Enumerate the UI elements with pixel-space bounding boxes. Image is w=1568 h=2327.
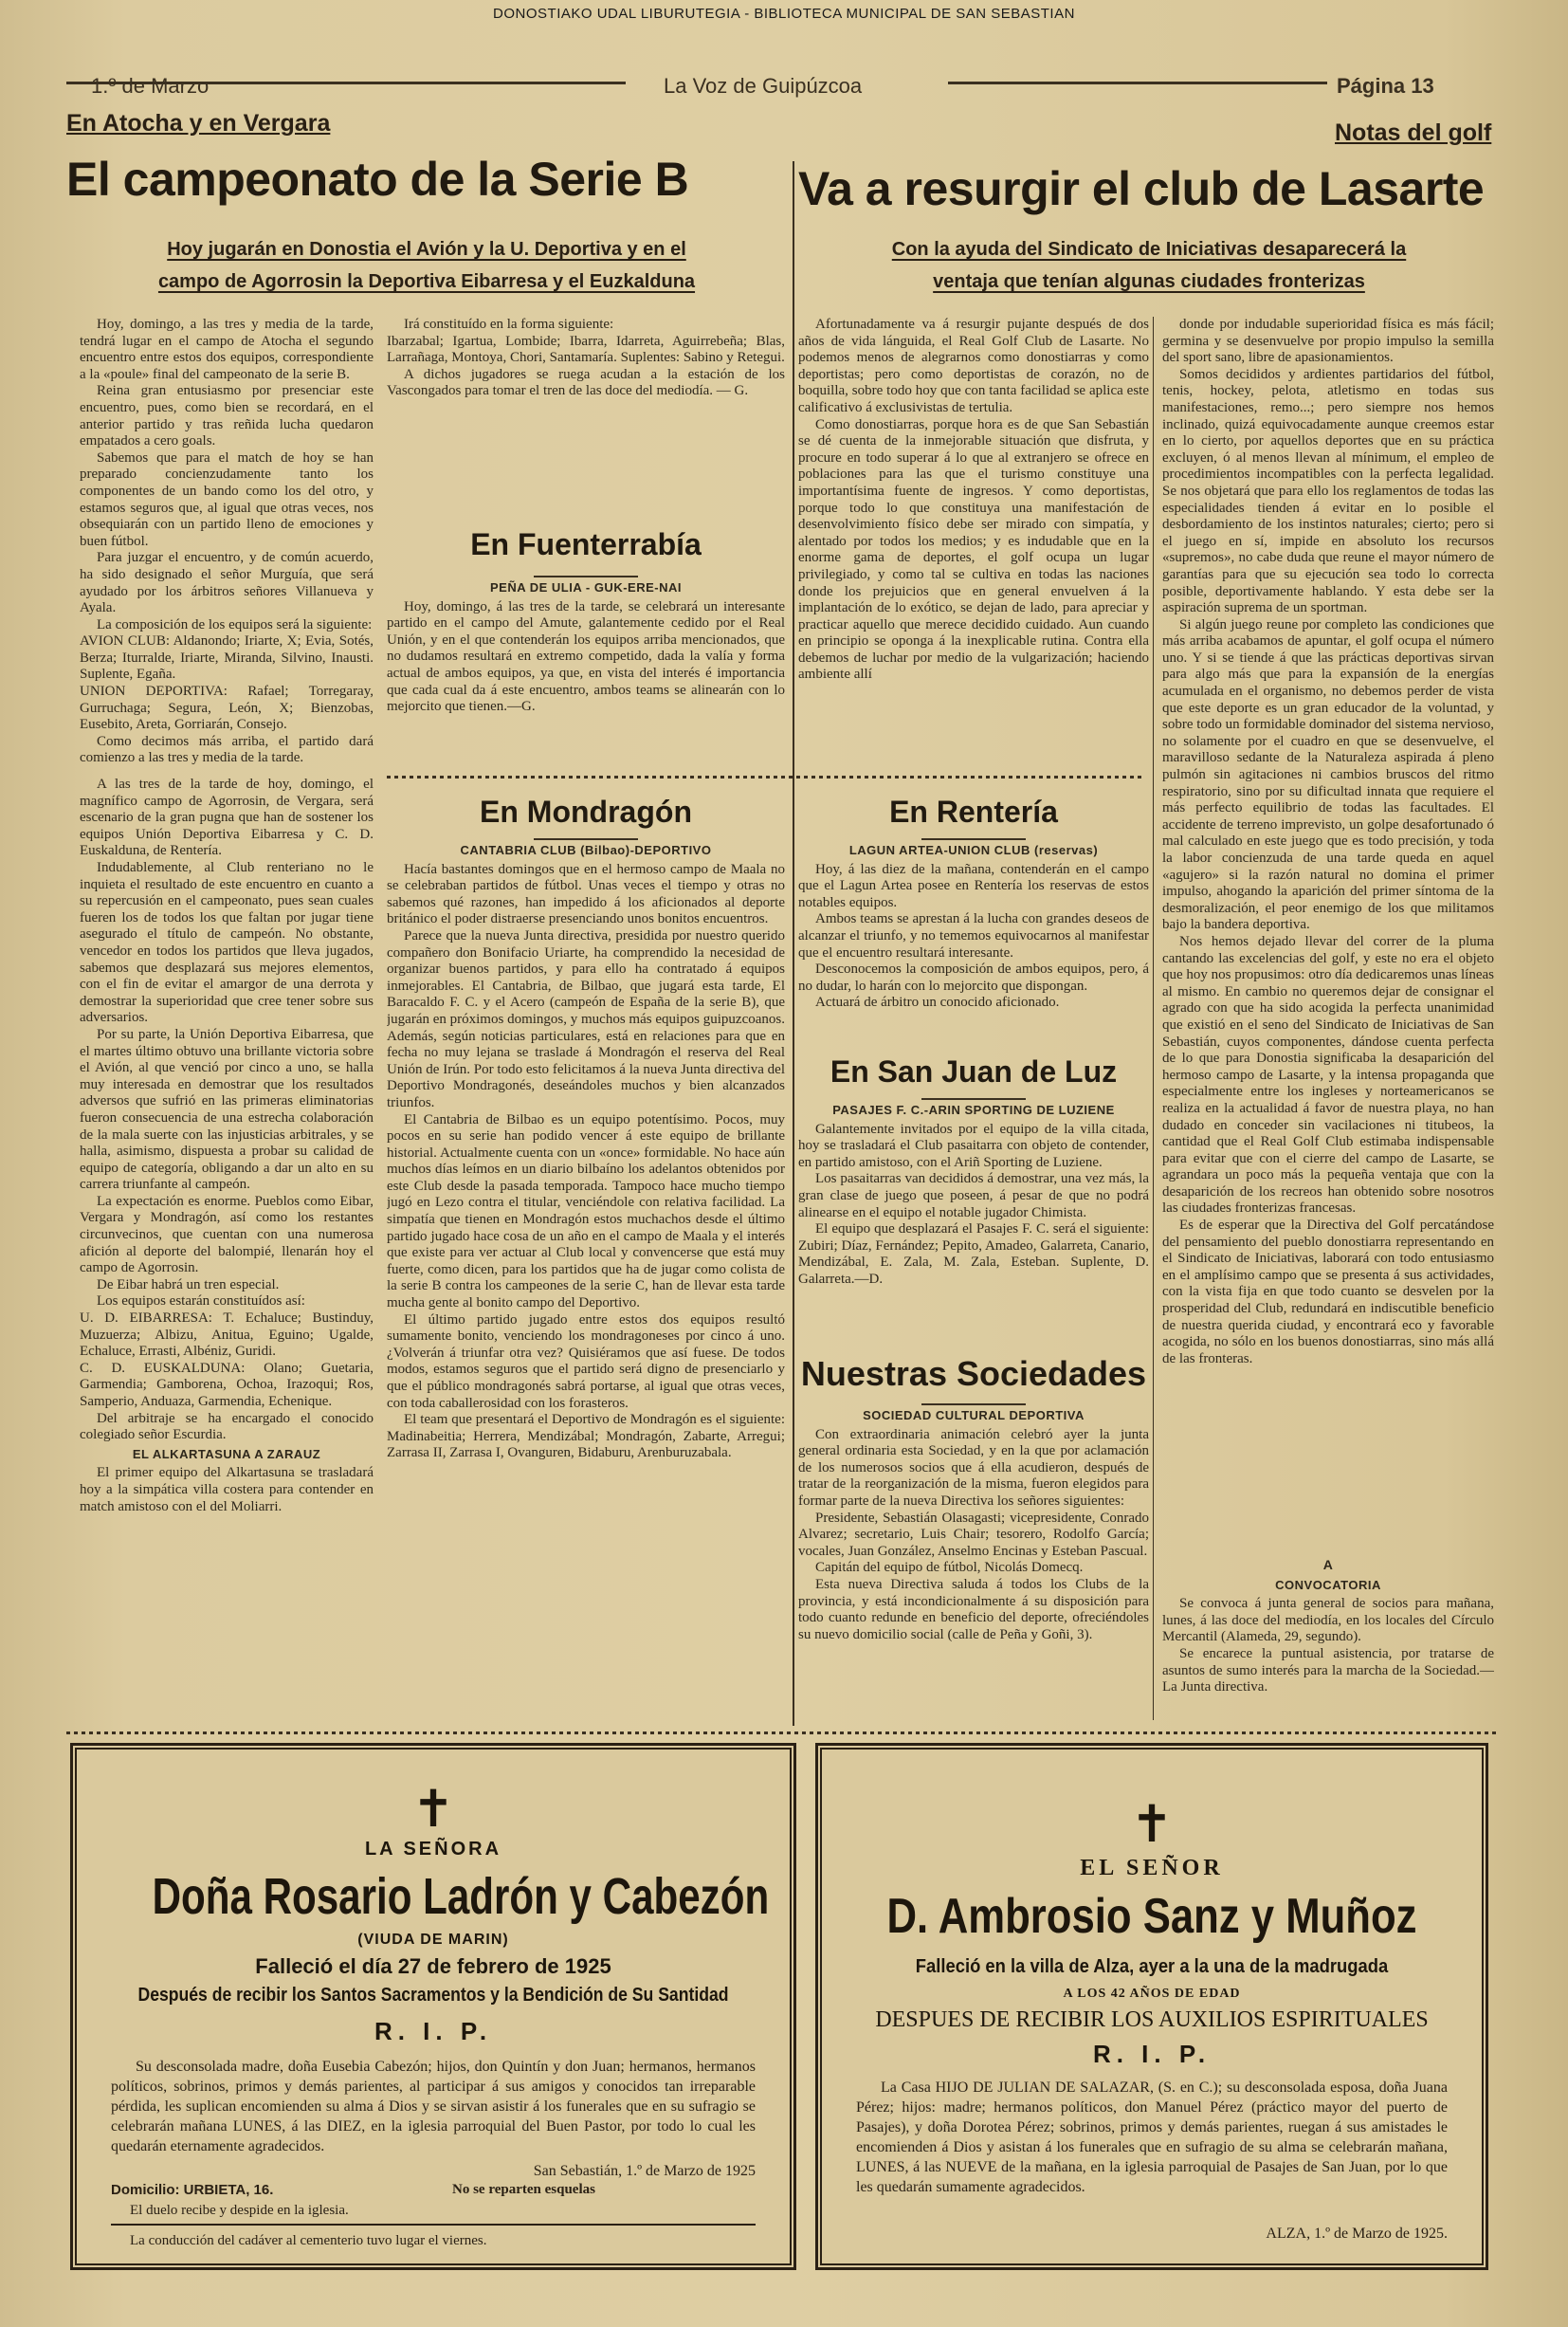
obituary-divider bbox=[66, 1732, 1498, 1734]
right-deck bbox=[798, 233, 1500, 298]
paragraph: Somos decididos y ardientes partidarios del fútbol, tenis, hockey, pelota, atletismo en todas sus manifestaciones, remo...; pero siempre nos hemos inclinado, quizá equivocadamente aunque creemos estar en lo cierto, por aquellos deportes que en su práctica excluyen, ó al menos llevan al mínimum, el empleo de procedimientos incompatibles con la perfecta legalidad. Se nos objetará que para ello los reglamentos de todas las especialidades tienden á evitar en lo posible el desbordamiento de los instintos naturales; cierto; pero si el juego en sí, impide en absoluto los recursos «supremos», no cabe duda que reune el mayor número de garantías para que su ejecución sea todo lo correcta posible, deportivamente hablando. Y esta debe ser la aspiración suprema de un sportman. bbox=[1162, 366, 1494, 616]
team-lineup: C. D. EUSKALDUNA: Olano; Guetaria, Garmendia; Gamborena, Ochoa, Irazoqui; Ros, Samperio, Anduaza, Garmendia, Echenique. bbox=[80, 1360, 374, 1409]
paragraph: La composición de los equipos será la siguiente: bbox=[97, 616, 373, 632]
fuenterrabia-article bbox=[387, 574, 785, 763]
obit-right-name: D. Ambrosio Sanz y Muñoz bbox=[886, 1889, 1417, 1944]
paragraph: Para juzgar el encuentro, y de común acuerdo, ha sido designado el señor Murguía, que será ayudado por los árbitros señores Villanueva y Ayala. bbox=[80, 550, 374, 616]
obit-right-age: A LOS 42 AÑOS DE EDAD bbox=[1063, 1987, 1241, 2001]
golf-column-1 bbox=[798, 317, 1149, 770]
left-deck-line-2: campo de Agorrosin la Deportiva Eibarresa y el Euzkalduna bbox=[157, 271, 696, 292]
paragraph: Se encarece la puntual asistencia, por tratarse de asuntos de sumo interés para la marcha de la Sociedad.—La Junta directiva. bbox=[1162, 1645, 1494, 1695]
obit-left-place-date: San Sebastián, 1.º de Marzo de 1925 bbox=[533, 2163, 756, 2179]
paragraph: El team que presentará el Deportivo de Mondragón es el siguiente: Madinabeitia; Herrera, Mendizábal; Mondragón, Zabarte, Arregui; Zarrasa II, Zarrasa I, Ovanguren, Bidaburu, Arenburuzabala. bbox=[387, 1412, 785, 1461]
team-lineup: AVION CLUB: Aldanondo; Iriarte, X; Evia, Sotés, Berza; Iturralde, Iriarte, Miranda, Silvino, Inausti. Suplente, Egaña. bbox=[80, 633, 374, 683]
cross-icon: ✝ bbox=[1130, 1796, 1174, 1853]
obit-left-conduccion: La conducción del cadáver al cementerio tuvo lugar el viernes. bbox=[130, 2233, 487, 2248]
running-head-page: Página 13 bbox=[1337, 74, 1434, 98]
obituary-right bbox=[815, 1743, 1488, 2270]
sociedades-article bbox=[798, 1402, 1149, 1724]
paragraph: El último partido jugado entre estos dos equipos resultó sumamente bonito, venciendo los mondragoneses por cinco á uno. ¿Volverán á triunfar otra vez? Quisiéramos que así fuese. De todos modos, estamos seguros que el partido será digno de presenciarlo y que el público mondragonés sabrá portarse, al igual que otras veces, con toda caballerosidad con los forasteros. bbox=[387, 1311, 785, 1411]
paragraph: La expectación es enorme. Pueblos como Eibar, Vergara y Mondragón, así como los restantes circunvecinos, que cuentan con una numerosa afición al deporte del balompié, llenarán hoy el campo de Agorrosin. bbox=[80, 1193, 374, 1276]
obit-left-rip: R. I. P. bbox=[374, 2017, 493, 2045]
paragraph: Reina gran entusiasmo por presenciar este encuentro, pues, como bien se recordará, en el anterior partido y tras reñida lucha quedaron empatados a cero goals. bbox=[80, 383, 374, 449]
paragraph: El Cantabria de Bilbao es un equipo potentísimo. Pocos, muy pocos en su serie han podido vencer á este equipo de brillante historial. Actualmente cuenta con un «once» formidable. No hace aún muchos días leímos en un diario bilbaíno los adelantos obtenidos por este Club desde la pasada temporada. Tampoco hace mucho tiempo jugó en Lezo contra el titular, venciéndole con relativa facilidad. La simpatía que tienen en Mondragón estos muchachos desde el último partido jugado hace cosa de un año en el campo de Maala y el interés que existe para ver actuar al Club local y convencerse que está muy fuerte, como dicen, para los partidos que ha de jugar como colista de la serie B contra los campeones de la serie C, han de llevar esta tarde mucha gente al bonito campo del Deportivo. bbox=[387, 1111, 785, 1311]
paragraph: Afortunadamente va á resurgir pujante después de dos años de vida lánguida, el Real Golf Club de Lasarte. No podemos menos de alegrarnos como donostiarras y como deportistas; pero como deportistas de corazón, no de boquilla, sobre todo hoy que con tanta facilidad se aplica este calificativo á exclusivistas de tertulia. bbox=[798, 317, 1149, 415]
renteria-sub: LAGUN ARTEA-UNION CLUB (reservas) bbox=[848, 843, 1099, 857]
convocatoria bbox=[1162, 1555, 1494, 1724]
paragraph: A las tres de la tarde de hoy, domingo, el magnífico campo de Agorrosin, de Vergara, será escenario de la gran pugna que han de sostener los equipos Unión Deportiva Eibarresa y C. D. Euskalduna, de Rentería. bbox=[80, 777, 374, 859]
paragraph: Ambos teams se aprestan á la lucha con grandes deseos de alcanzar el triunfo, y no tememos equivocarnos al manifestar que el encuentro resultará interesante. bbox=[798, 911, 1149, 961]
obit-right-rip: R. I. P. bbox=[1092, 2040, 1212, 2068]
paragraph: Su desconsolada madre, doña Eusebia Cabezón; hijos, don Quintín y don Juan; hermanos, hermanos políticos, sobrinos, primos y demás parientes, al participar á sus amigos y conocidos tan irreparable pérdida, les suplican encomienden su alma á Dios y se sirvan asistir á los funerales que en su sufragio se celebrarán mañana LUNES, á las DIEZ, en la iglesia parroquial del Buen Pastor, por todo lo cual les quedarán eternamente agradecidos. bbox=[111, 2059, 756, 2154]
sanjuan-article bbox=[798, 1096, 1149, 1338]
heading-rule bbox=[921, 838, 1026, 840]
convocatoria-mark: A bbox=[1322, 1557, 1334, 1572]
obit-left-note: (VIUDA DE MARIN) bbox=[357, 1932, 509, 1948]
heading-rule bbox=[921, 1403, 1026, 1405]
paragraph: Hoy, á las diez de la mañana, contenderán en el campo que el Lagun Artea posee en Rentería los reservas de estos notables equipos. bbox=[798, 861, 1149, 910]
left-deck bbox=[66, 233, 787, 298]
paragraph: El equipo que desplazará el Pasajes F. C. será el siguiente: Zubiri; Díaz, Fernández; Pepito, Amadeo, Galarreta, Canario, Mendizábal, E. Zala, M. Zala, Esteban. Suplente, D. Galarreta.—D. bbox=[798, 1221, 1149, 1287]
obit-left-no-esquelas: No se reparten esquelas bbox=[452, 2182, 595, 2197]
paragraph: Los equipos estarán constituídos así: bbox=[97, 1293, 305, 1310]
paragraph: A dichos jugadores se ruega acudan a la estación de los Vascongados para tomar el tren de las doce del mediodía. — G. bbox=[387, 366, 785, 399]
paragraph: De Eibar habrá un tren especial. bbox=[97, 1276, 280, 1292]
paragraph: Hoy, domingo, á las tres de la tarde, se celebrará un interesante partido en el campo del Amute, galantemente cedido por el Real Unión, y en el que contenderán los equipos arriba mencionados, que no dudamos resultará en extremo competido, dada la valía y forma actual de ambos equipos, ya que, en vista del interés é importancia que cada cual da á este encuentro, ambos teams se alinearán con lo mejorcito que tienen.—G. bbox=[387, 598, 785, 715]
heading-rule bbox=[921, 1098, 1026, 1100]
sanjuan-sub: PASAJES F. C.-ARIN SPORTING DE LUZIENE bbox=[832, 1103, 1115, 1117]
running-head-rule-right bbox=[948, 82, 1327, 84]
section-divider bbox=[387, 776, 1145, 779]
paragraph: Si algún juego reune por completo las condiciones que más arriba acabamos de apuntar, el golf ocupa el número uno. Y si se tiende á que las prácticas deportivas sirvan para algo más que para la expansión de la energías acumulada en el organismo, no debemos perder de vista que este deporte es un gran educador de la voluntad, y sobre todo un formidable dominador del sistema nervioso, no solamente por el cuadro en que se desenvuelve, el maravilloso sedante de la Naturaleza aspirada á pleno pulmón sin agitaciones ni cambios bruscos del ritmo respiratorio, sino por su dificultad innata que requiere el más perfecto equilibrio de todas las facultades. El accidente de terreno imprevisto, un golpe desafortunado ó mal calculado en este juego que es todo precisión, y toda la labor concienzuda de una tarde queda en aquel «agujero» si la razón natural no domina el primer impulso, ahogando la aparición del primer síntoma de la desmoralización, el peor enemigo de los que militamos bajo la bandera deportiva. bbox=[1162, 616, 1494, 933]
paragraph: Galantemente invitados por el equipo de la villa citada, hoy se trasladará el Club pasaitarra con objeto de contender, en partido amistoso, con el Ariñ Sporting de Luziene. bbox=[798, 1121, 1149, 1170]
paragraph: Esta nueva Directiva saluda á todos los Clubs de la provincia, y está incondicionalmente á su disposición para todo cuanto redunde en beneficio del deporte, ofreciéndoles su nuevo domicilio social (calle de Peña y Goñi, 3). bbox=[798, 1576, 1149, 1642]
paragraph: Como decimos más arriba, el partido dará comienzo a las tres y media de la tarde. bbox=[80, 733, 374, 766]
heading-rule bbox=[534, 576, 638, 577]
right-headline: Va a resurgir el club de Lasarte bbox=[798, 162, 1485, 215]
obit-left-sacraments: Después de recibir los Santos Sacramentos y la Bendición de Su Santidad bbox=[137, 1985, 729, 2006]
mondragon-heading: En Mondragón bbox=[480, 795, 692, 829]
obit-left-rule bbox=[111, 2224, 756, 2226]
obit-right-body bbox=[856, 2078, 1448, 2197]
obit-left-intro: LA SEÑORA bbox=[364, 1839, 502, 1860]
paragraph: Hoy, domingo, a las tres y media de la tarde, tendrá lugar en el campo de Atocha el segundo encuentro entre estos dos equipos, correspondiente a la «poule» final del campeonato de la serie B. bbox=[80, 317, 374, 382]
paragraph: Nos hemos dejado llevar del correr de la pluma cantando las excelencias del golf, y este no era el objeto que hoy nos propusimos: otro día dedicaremos unas líneas al mismo. En cambio no queremos dejar de consignar el agrado con que ha sido acogida la perfecta unanimidad que existió en el seno del Sindicato de Iniciativas de San Sebastián, cuyos componentes, dándose cuenta perfecta de lo que para Donostia significaba la desaparición del hermoso campo de Lasarte, y la intensa propaganda que especialmente entre los ingleses y norteamericanos se realiza en la actualidad á favor de nuestra playa, no han dudado en conceder sin vacilaciones ni titubeos, la cantidad que el Real Golf Club estimaba indispensable para evitar que con el cierre del campo de Lasarte, se agrandara un poco más la pequeña ventaja que con la desaparición de los recreos han obtenido sobre nosotros las ciudades fronterizas francesas. bbox=[1162, 933, 1494, 1217]
paragraph: Es de esperar que la Directiva del Golf percatándose del pensamiento del pueblo donostiarra representando en el Sindicato de Iniciativas, laborará con todo entusiasmo en el amplísimo campo que se presenta á sus actividades, con la vista fija en que todo cuanto se desvelen por la prosperidad del Club, redundará en indiscutible beneficio de nuestra querida ciudad, y encontrará eco y favorable acogida, no sólo en los buenos donostiarras, sino más allá de las fronteras. bbox=[1162, 1218, 1494, 1366]
obit-left-died: Falleció el día 27 de febrero de 1925 bbox=[255, 1954, 611, 1978]
cross-icon: ✝ bbox=[411, 1781, 455, 1838]
obit-right-sacraments: DESPUES DE RECIBIR LOS AUXILIOS ESPIRITUALES bbox=[875, 2007, 1429, 2032]
subheading: EL ALKARTASUNA A ZARAUZ bbox=[132, 1446, 321, 1461]
paragraph: Como donostiarras, porque hora es de que San Sebastián se dé cuenta de la inmejorable situación que disfruta, y procure en todo superar á lo que al extranjero se ofrece en poblaciones para las que el turismo constituye una importantísima fuente de ingresos. Y como deportistas, porque todo lo que constituya una manifestación de desenvolvimiento físico debe ser mirado con simpatía, y alentado por todos los medios; y es indudable que en la enorme gama de deportes, el golf ocupa un lugar privilegiado, y como tal se cultiva en todas las naciones donde los prejuicios que en general envuelven á la implantación de lo exótico, se dejan de lado, para apreciar y practicar aquello que merece decidido cuidado. Aun cuando en principio se oponga á la inexplicable rutina. Contra ella debemos de luchar por medio de la vulgarización; haciendo ambiente allí bbox=[798, 416, 1149, 683]
paragraph: Irá constituído en la forma siguiente: bbox=[404, 317, 614, 332]
obit-left-duelo: El duelo recibe y despide en la iglesia. bbox=[130, 2203, 349, 2218]
team-lineup: UNION DEPORTIVA: Rafael; Torregaray, Gurruchaga; Segura, León, X; Bienzobas, Eusebito, Areta, Gorriarán, Consejo. bbox=[80, 684, 374, 733]
paragraph: Desconocemos la composición de ambos equipos, pero, á no dudar, lo harán con lo mejorcito que dispongan. bbox=[798, 962, 1149, 994]
sociedades-heading: Nuestras Sociedades bbox=[800, 1354, 1147, 1393]
paragraph: El primer equipo del Alkartasuna se trasladará hoy a la simpática villa costera para contender en match amistoso con el del Moliarri. bbox=[80, 1465, 374, 1514]
renteria-article bbox=[798, 836, 1149, 1073]
team-lineup: U. D. EIBARRESA: T. Echaluce; Bustinduy, Muzuerza; Albizu, Anitua, Eguino; Ugalde, Echaluce, Errasti, Albéniz, Guridi. bbox=[80, 1310, 374, 1360]
paragraph: Con extraordinaria animación celebró ayer la junta general ordinaria esta Sociedad, y en la que por aclamación de los numerosos socios que á ella acudieron, después de tratar de la reorganización de la misma, fueron elegidos para formar parte de la nueva Directiva los señores siguientes: bbox=[798, 1426, 1149, 1509]
golf-column-2 bbox=[1162, 317, 1494, 1549]
column-1 bbox=[80, 317, 374, 1725]
right-deck-line-1: Con la ayuda del Sindicato de Iniciativas desaparecerá la bbox=[891, 239, 1407, 260]
team-lineup: Ibarzabal; Igartua, Lombide; Ibarra, Idarreta, Aguirrebeña; Blas, Larrañaga, Montoya, Chori, Santamaría. Suplentes: Sabino y Retegui. bbox=[387, 333, 785, 366]
fuenterrabia-sub: PEÑA DE ULIA - GUK-ERE-NAI bbox=[490, 580, 682, 595]
left-kicker: En Atocha y en Vergara bbox=[66, 110, 331, 137]
mondragon-sub: CANTABRIA CLUB (Bilbao)-DEPORTIVO bbox=[460, 843, 712, 857]
obit-left-name: Doña Rosario Ladrón y Cabezón bbox=[152, 1868, 770, 1925]
paragraph: Los pasaitarras van decididos á demostrar, una vez más, la gran clase de juego que poseen, á pesar de que no podrá alinearse en el equipo el notable jugador Chimista. bbox=[798, 1171, 1149, 1220]
obit-right-place-date: ALZA, 1.º de Marzo de 1925. bbox=[1266, 2226, 1448, 2242]
running-head-paper: La Voz de Guipúzcoa bbox=[664, 74, 863, 98]
paragraph: Se convoca á junta general de socios para mañana, lunes, á las doce del mediodía, en los locales del Círculo Mercantil (Alameda, 29, segundo). bbox=[1162, 1596, 1494, 1645]
mondragon-article bbox=[387, 836, 785, 1723]
archive-header: DONOSTIAKO UDAL LIBURUTEGIA - BIBLIOTECA MUNICIPAL DE SAN SEBASTIAN bbox=[493, 6, 1075, 22]
obit-right-died: Falleció en la villa de Alza, ayer a la una de la madrugada bbox=[915, 1956, 1389, 1977]
paragraph: Hacía bastantes domingos que en el hermoso campo de Maala no se celebraban partidos de fútbol. Unas veces el tiempo y otras no sabemos qué razones, han impedido á los aficionados al deporte británico el poder distraerse presenciando unos bonitos encuentros. bbox=[387, 861, 785, 927]
paragraph: Indudablemente, al Club renteriano no le inquieta el resultado de este encuentro en cuanto a su repercusión en el campeonato, pues sean cuales fueren los de todos los que faltan por jugar tiene asegurado el título de campeón. No obstante, vencedor en todos los partidos que lleva jugados, sabemos que desplazará sus mejores elementos, con el fin de evitar el amargor de una derrota y demostrar la superioridad que cree tener sobre sus adversarios. bbox=[80, 860, 374, 1026]
paragraph: Sabemos que para el match de hoy se han preparado concienzudamente tanto los componentes de un bando como los del otro, y estamos seguros que, al igual que otras veces, nos obsequiarán con un partido lleno de emociones y buen fútbol. bbox=[80, 449, 374, 549]
paragraph: Presidente, Sebastián Olasagasti; vicepresidente, Conrado Alvarez; secretario, Luis Chair; tesorero, Rodolfo García; vocales, Juan González, Anselmo Encinas y Esteban Pascual. bbox=[798, 1510, 1149, 1559]
convocatoria-heading: CONVOCATORIA bbox=[1275, 1577, 1381, 1592]
obituary-left bbox=[70, 1743, 796, 2270]
paragraph: Capitán del equipo de fútbol, Nicolás Domecq. bbox=[815, 1560, 1084, 1576]
paragraph: La Casa HIJO DE JULIAN DE SALAZAR, (S. en C.); su desconsolada esposa, doña Juana Pérez; hijos: madre; hermanos políticos, don Manuel Pérez (práctico mayor del puerto de Pasajes), y doña Dorotea Pérez; sobrinos, primos y demás parientes, ruegan á sus amistades le encomienden á Dios y asistan á los funerales que en sufragio de su alma se celebrarán mañana, LUNES, á las NUEVE de la mañana, en la iglesia parroquial de Pasajes de San Juan, por lo que les quedarán sumamente agradecidos. bbox=[856, 2080, 1448, 2195]
paragraph: Actuará de árbitro un conocido aficionado. bbox=[815, 995, 1060, 1011]
column-rule-center bbox=[793, 161, 794, 1726]
running-head-date: 1.º de Marzo bbox=[91, 74, 210, 98]
renteria-heading: En Rentería bbox=[889, 795, 1058, 829]
column-rule-right bbox=[1153, 317, 1154, 1720]
heading-rule bbox=[534, 838, 638, 840]
right-deck-line-2: ventaja que tenían algunas ciudades fronterizas bbox=[933, 271, 1365, 292]
column-2-top bbox=[387, 317, 785, 487]
left-headline: El campeonato de la Serie B bbox=[66, 153, 689, 206]
sanjuan-heading: En San Juan de Luz bbox=[830, 1054, 1118, 1089]
sociedades-sub: SOCIEDAD CULTURAL DEPORTIVA bbox=[863, 1408, 1085, 1422]
obit-right-intro: EL SEÑOR bbox=[1080, 1856, 1224, 1880]
obit-left-body bbox=[111, 2057, 756, 2156]
paragraph: Parece que la nueva Junta directiva, presidida por nuestro querido compañero don Bonifacio Uriarte, ha comprendido la necesidad de organizar buenos partidos, y para ello ha contratado á equipos inmejorables. El Cantabria, de Bilbao, que jugará esta tarde, El Baracaldo F. C. y el Acero (campeón de España de la serie B), que jugarán en próximos domingos, y muchos más equipos guipuzcoanos. Además, según noticias particulares, está en relaciones para que en fecha no muy lejana se traslade á Mondragón el reserva del Real Unión de Irún. Por todo esto felicitamos á la nueva Junta directiva del Deportivo Mondragonés, deseándoles muchos y bien alcanzados triunfos. bbox=[387, 927, 785, 1110]
fuenterrabia-heading: En Fuenterrabía bbox=[470, 527, 702, 561]
left-deck-line-1: Hoy jugarán en Donostia el Avión y la U. Deportiva y en el bbox=[167, 239, 686, 260]
paragraph: Por su parte, la Unión Deportiva Eibarresa, que el martes último obtuvo una brillante victoria sobre el Avión, al que venció por cinco a uno, se halla muy interesada en demostrar que los resultados adversos que sufrió en las primeras eliminatorias fueron consecuencia de una estrecha colaboración de la mala suerte con las injusticias arbitrales, y se halla, asimismo, dispuesta a probar su calidad de equipo de categoría, obligando a dar un alto en su carrera triunfante al campeón. bbox=[80, 1026, 374, 1193]
paragraph: donde por indudable superioridad física es más fácil; germina y se desenvuelve por propio impulso la semilla del sport sano, libre de apasionamientos. bbox=[1162, 317, 1494, 366]
paragraph: Del arbitraje se ha encargado el conocido colegiado señor Escurdia. bbox=[80, 1410, 374, 1443]
right-kicker: Notas del golf bbox=[1335, 119, 1492, 146]
obit-left-domicile: Domicilio: URBIETA, 16. bbox=[111, 2182, 274, 2198]
